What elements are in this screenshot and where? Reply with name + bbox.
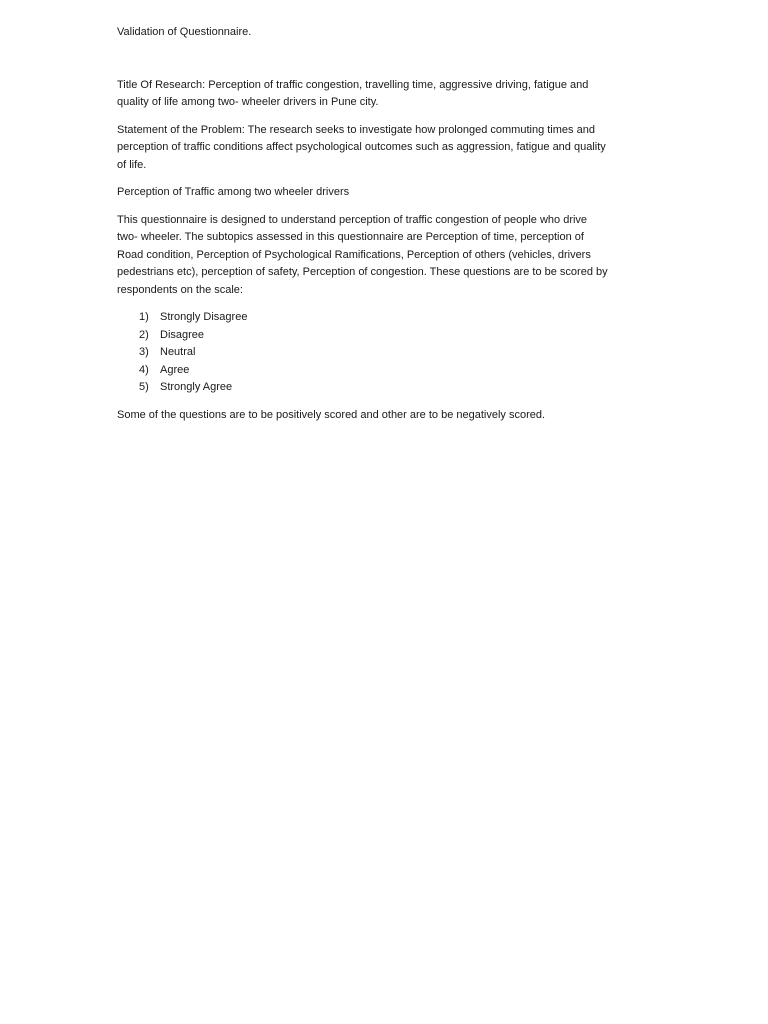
- closing-line: Some of the questions are to be positively scored and other are to be negatively scored.: [117, 408, 546, 421]
- research-title-paragraph: [117, 77, 737, 112]
- problem-statement-paragraph: [117, 122, 737, 175]
- document-content: [117, 24, 737, 434]
- closing-paragraph: [117, 407, 737, 425]
- problem-statement-line: perception of traffic conditions affect psychological outcomes such as aggression, fatigue and quality: [117, 141, 606, 153]
- rating-scale-list: [117, 309, 737, 397]
- list-item-label: Agree: [160, 363, 190, 376]
- section-heading: Perception of Traffic among two wheeler drivers: [117, 186, 350, 198]
- research-title-line: quality of life among two- wheeler drivers in Pune city.: [117, 96, 379, 108]
- description-line: This questionnaire is designed to understand perception of traffic congestion of people who drive: [117, 213, 588, 226]
- description-paragraph: [117, 212, 737, 300]
- list-item-label: Neutral: [160, 346, 196, 358]
- section-heading-block: [117, 184, 737, 202]
- description-line: respondents on the scale:: [117, 283, 243, 296]
- description-line: two- wheeler. The subtopics assessed in this questionnaire are Perception of time, perception of: [117, 231, 584, 243]
- list-item-number: 4): [139, 363, 149, 376]
- list-item-number: 1): [139, 311, 149, 323]
- list-item: [117, 362, 737, 380]
- list-item: [117, 344, 737, 362]
- list-item-label: Strongly Agree: [160, 381, 233, 393]
- research-title-line: Title Of Research: Perception of traffic congestion, travelling time, aggressive driving, fatigue and: [117, 78, 589, 91]
- list-item: [117, 309, 737, 327]
- list-item-number: 2): [139, 328, 149, 341]
- list-item: [117, 379, 737, 397]
- document-heading-block: [117, 24, 737, 42]
- problem-statement-line: Statement of the Problem: The research seeks to investigate how prolonged commuting times and: [117, 123, 595, 136]
- description-line: Road condition, Perception of Psychological Ramifications, Perception of others (vehicles, drivers: [117, 248, 591, 261]
- problem-statement-line: of life.: [117, 158, 147, 171]
- description-line: pedestrians etc), perception of safety, Perception of congestion. These questions are to be scored by: [117, 266, 608, 278]
- document-heading: Validation of Questionnaire.: [117, 26, 252, 38]
- list-item: [117, 327, 737, 345]
- list-item-label: Strongly Disagree: [160, 311, 248, 323]
- list-item-number: 5): [139, 381, 149, 393]
- list-item-label: Disagree: [160, 328, 205, 341]
- list-item-number: 3): [139, 346, 149, 358]
